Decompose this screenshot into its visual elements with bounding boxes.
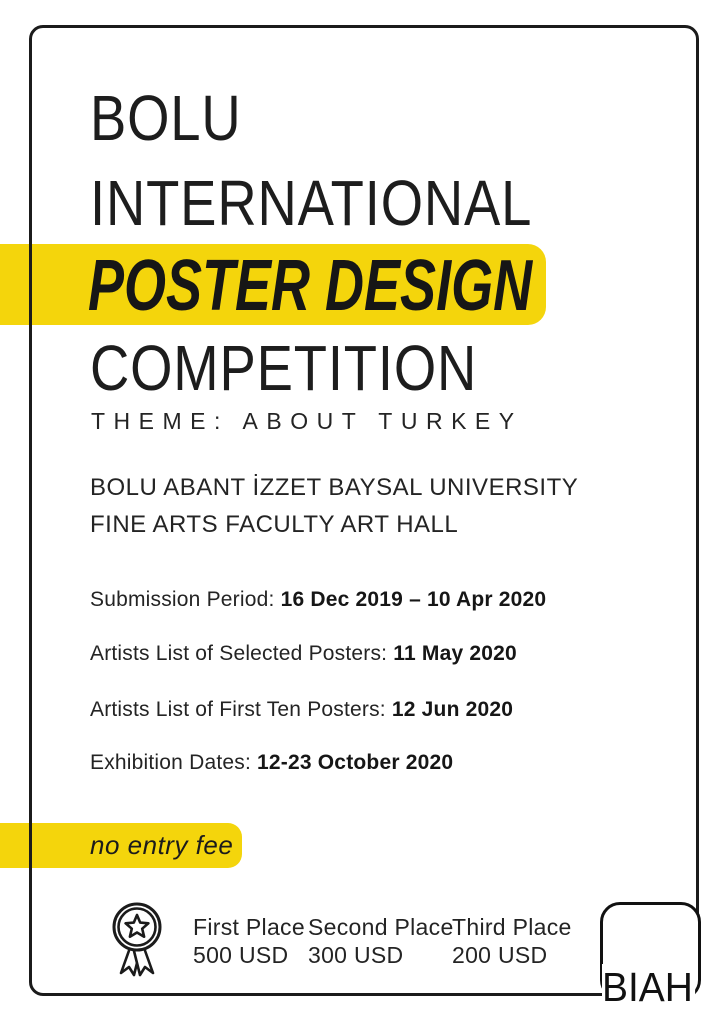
schedule-item-first-ten [90, 698, 513, 722]
prize-amount: 300 USD [308, 942, 404, 968]
schedule-item-selected-posters [90, 642, 517, 666]
schedule-value: 16 Dec 2019 – 10 Apr 2020 [280, 588, 547, 611]
prize-place-label: Second Place [308, 914, 454, 940]
schedule-label: Submission Period: [90, 588, 281, 611]
no-entry-fee-text: no entry fee [90, 830, 234, 860]
schedule-value: 12-23 October 2020 [257, 751, 454, 774]
medal-icon [110, 901, 164, 979]
prize-third-place [452, 913, 572, 969]
title-line-competition: COMPETITION [90, 332, 478, 404]
venue-line-hall: FINE ARTS FACULTY ART HALL [90, 511, 459, 538]
venue-block [90, 469, 578, 543]
prize-first-place [193, 913, 305, 969]
schedule-value: 11 May 2020 [393, 642, 517, 665]
prize-amount: 500 USD [193, 942, 289, 968]
prize-place-label: First Place [193, 914, 305, 940]
schedule-label: Artists List of First Ten Posters: [90, 698, 392, 721]
schedule-label: Artists List of Selected Posters: [90, 642, 394, 665]
prize-place-label: Third Place [452, 914, 572, 940]
title-line-bolu: BOLU [90, 82, 242, 154]
schedule-item-exhibition [90, 751, 453, 775]
title-highlight-poster-design: POSTER DESIGN [88, 246, 533, 326]
theme-line: THEME: ABOUT TURKEY [91, 408, 523, 434]
schedule-label: Exhibition Dates: [90, 751, 258, 774]
venue-line-university: BOLU ABANT İZZET BAYSAL UNIVERSITY [90, 474, 579, 501]
prize-amount: 200 USD [452, 942, 548, 968]
prize-second-place [308, 913, 454, 969]
schedule-value: 12 Jun 2020 [391, 698, 514, 721]
biah-logo-text: BIAH [602, 964, 693, 1010]
title-line-international: INTERNATIONAL [90, 167, 533, 239]
schedule-item-submission [90, 588, 546, 612]
